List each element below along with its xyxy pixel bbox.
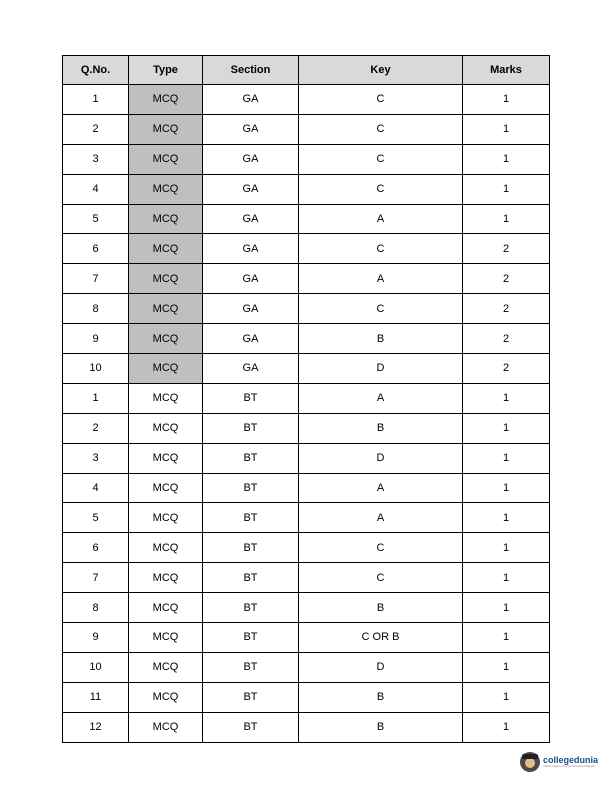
cell-marks: 1 bbox=[463, 85, 550, 115]
cell-marks: 1 bbox=[463, 204, 550, 234]
collegedunia-logo bbox=[520, 752, 598, 772]
cell-marks: 2 bbox=[463, 234, 550, 264]
cell-type: MCQ bbox=[129, 354, 203, 384]
cell-key: C bbox=[299, 174, 463, 204]
cell-qno: 10 bbox=[63, 354, 129, 384]
cell-qno: 9 bbox=[63, 623, 129, 653]
cell-type: MCQ bbox=[129, 204, 203, 234]
table-row bbox=[63, 234, 550, 264]
table-row bbox=[63, 114, 550, 144]
cell-marks: 1 bbox=[463, 443, 550, 473]
table-row bbox=[63, 413, 550, 443]
cell-section: BT bbox=[203, 473, 299, 503]
cell-key: C bbox=[299, 533, 463, 563]
cell-marks: 1 bbox=[463, 413, 550, 443]
cell-key: C bbox=[299, 144, 463, 174]
cell-key: A bbox=[299, 264, 463, 294]
table-row bbox=[63, 383, 550, 413]
table-row bbox=[63, 623, 550, 653]
cell-marks: 1 bbox=[463, 682, 550, 712]
cell-type: MCQ bbox=[129, 85, 203, 115]
cell-qno: 8 bbox=[63, 593, 129, 623]
cell-section: GA bbox=[203, 204, 299, 234]
cell-key: C bbox=[299, 563, 463, 593]
header-marks: Marks bbox=[463, 56, 550, 85]
table-row bbox=[63, 264, 550, 294]
cell-marks: 1 bbox=[463, 503, 550, 533]
cell-section: GA bbox=[203, 174, 299, 204]
cell-key: B bbox=[299, 593, 463, 623]
header-row bbox=[63, 56, 550, 85]
cell-marks: 2 bbox=[463, 324, 550, 354]
cell-marks: 1 bbox=[463, 473, 550, 503]
cell-qno: 3 bbox=[63, 144, 129, 174]
cell-section: BT bbox=[203, 443, 299, 473]
cell-key: A bbox=[299, 473, 463, 503]
cell-key: D bbox=[299, 443, 463, 473]
cell-qno: 1 bbox=[63, 85, 129, 115]
table-row bbox=[63, 473, 550, 503]
table-row bbox=[63, 652, 550, 682]
cell-type: MCQ bbox=[129, 383, 203, 413]
cell-marks: 1 bbox=[463, 593, 550, 623]
cell-section: BT bbox=[203, 413, 299, 443]
cell-type: MCQ bbox=[129, 234, 203, 264]
cell-key: A bbox=[299, 383, 463, 413]
cell-section: GA bbox=[203, 114, 299, 144]
cell-marks: 1 bbox=[463, 114, 550, 144]
table-row bbox=[63, 712, 550, 742]
cell-qno: 1 bbox=[63, 383, 129, 413]
cell-qno: 5 bbox=[63, 503, 129, 533]
table-row bbox=[63, 443, 550, 473]
cell-section: BT bbox=[203, 623, 299, 653]
cell-key: A bbox=[299, 503, 463, 533]
cell-type: MCQ bbox=[129, 294, 203, 324]
cell-key: C bbox=[299, 114, 463, 144]
cell-marks: 1 bbox=[463, 533, 550, 563]
table-row bbox=[63, 204, 550, 234]
cell-section: BT bbox=[203, 563, 299, 593]
cell-marks: 1 bbox=[463, 174, 550, 204]
cell-type: MCQ bbox=[129, 443, 203, 473]
cell-key: C bbox=[299, 294, 463, 324]
table-row bbox=[63, 503, 550, 533]
cell-qno: 5 bbox=[63, 204, 129, 234]
cell-section: GA bbox=[203, 85, 299, 115]
cell-marks: 1 bbox=[463, 712, 550, 742]
header-section: Section bbox=[203, 56, 299, 85]
header-key: Key bbox=[299, 56, 463, 85]
cell-section: GA bbox=[203, 144, 299, 174]
cell-qno: 9 bbox=[63, 324, 129, 354]
cell-key: D bbox=[299, 652, 463, 682]
cell-type: MCQ bbox=[129, 324, 203, 354]
cell-qno: 11 bbox=[63, 682, 129, 712]
cell-section: BT bbox=[203, 593, 299, 623]
cell-key: B bbox=[299, 413, 463, 443]
cell-qno: 4 bbox=[63, 174, 129, 204]
cell-type: MCQ bbox=[129, 623, 203, 653]
cell-type: MCQ bbox=[129, 593, 203, 623]
cell-qno: 2 bbox=[63, 413, 129, 443]
table-row bbox=[63, 144, 550, 174]
cell-qno: 8 bbox=[63, 294, 129, 324]
logo-tagline: India's largest Student Review Platform bbox=[543, 764, 596, 768]
cell-marks: 1 bbox=[463, 652, 550, 682]
cell-section: GA bbox=[203, 324, 299, 354]
cell-key: A bbox=[299, 204, 463, 234]
cell-qno: 7 bbox=[63, 563, 129, 593]
cell-marks: 2 bbox=[463, 354, 550, 384]
cell-qno: 2 bbox=[63, 114, 129, 144]
cell-key: B bbox=[299, 324, 463, 354]
cell-type: MCQ bbox=[129, 712, 203, 742]
table-row bbox=[63, 324, 550, 354]
cell-key: B bbox=[299, 712, 463, 742]
header-type: Type bbox=[129, 56, 203, 85]
cell-type: MCQ bbox=[129, 652, 203, 682]
cell-key: C OR B bbox=[299, 623, 463, 653]
logo-name: collegedunia bbox=[543, 755, 599, 765]
cell-section: BT bbox=[203, 533, 299, 563]
cell-marks: 2 bbox=[463, 264, 550, 294]
cell-type: MCQ bbox=[129, 503, 203, 533]
cell-section: BT bbox=[203, 383, 299, 413]
cell-type: MCQ bbox=[129, 174, 203, 204]
cell-type: MCQ bbox=[129, 413, 203, 443]
cell-qno: 4 bbox=[63, 473, 129, 503]
mascot-icon bbox=[520, 752, 540, 772]
cell-section: GA bbox=[203, 234, 299, 264]
cell-marks: 2 bbox=[463, 294, 550, 324]
cell-marks: 1 bbox=[463, 144, 550, 174]
cell-section: BT bbox=[203, 652, 299, 682]
table-row bbox=[63, 563, 550, 593]
table-row bbox=[63, 593, 550, 623]
table-row bbox=[63, 294, 550, 324]
cell-section: GA bbox=[203, 294, 299, 324]
cell-key: D bbox=[299, 354, 463, 384]
table-row bbox=[63, 533, 550, 563]
cell-key: B bbox=[299, 682, 463, 712]
cell-qno: 6 bbox=[63, 533, 129, 563]
cell-qno: 7 bbox=[63, 264, 129, 294]
header-qno: Q.No. bbox=[63, 56, 129, 85]
cell-type: MCQ bbox=[129, 473, 203, 503]
cell-type: MCQ bbox=[129, 563, 203, 593]
cell-marks: 1 bbox=[463, 383, 550, 413]
table-row bbox=[63, 85, 550, 115]
table-row bbox=[63, 174, 550, 204]
cell-marks: 1 bbox=[463, 623, 550, 653]
cell-section: BT bbox=[203, 503, 299, 533]
cell-type: MCQ bbox=[129, 264, 203, 294]
cell-section: BT bbox=[203, 682, 299, 712]
table-body bbox=[63, 85, 550, 743]
cell-qno: 10 bbox=[63, 652, 129, 682]
cell-key: C bbox=[299, 234, 463, 264]
cell-type: MCQ bbox=[129, 114, 203, 144]
cell-qno: 6 bbox=[63, 234, 129, 264]
table-row bbox=[63, 354, 550, 384]
cell-section: GA bbox=[203, 354, 299, 384]
cell-qno: 3 bbox=[63, 443, 129, 473]
cell-type: MCQ bbox=[129, 682, 203, 712]
cell-marks: 1 bbox=[463, 563, 550, 593]
table-row bbox=[63, 682, 550, 712]
answer-key-table bbox=[62, 55, 550, 743]
cell-section: GA bbox=[203, 264, 299, 294]
cell-key: C bbox=[299, 85, 463, 115]
cell-qno: 12 bbox=[63, 712, 129, 742]
cell-section: BT bbox=[203, 712, 299, 742]
cell-type: MCQ bbox=[129, 144, 203, 174]
cell-type: MCQ bbox=[129, 533, 203, 563]
